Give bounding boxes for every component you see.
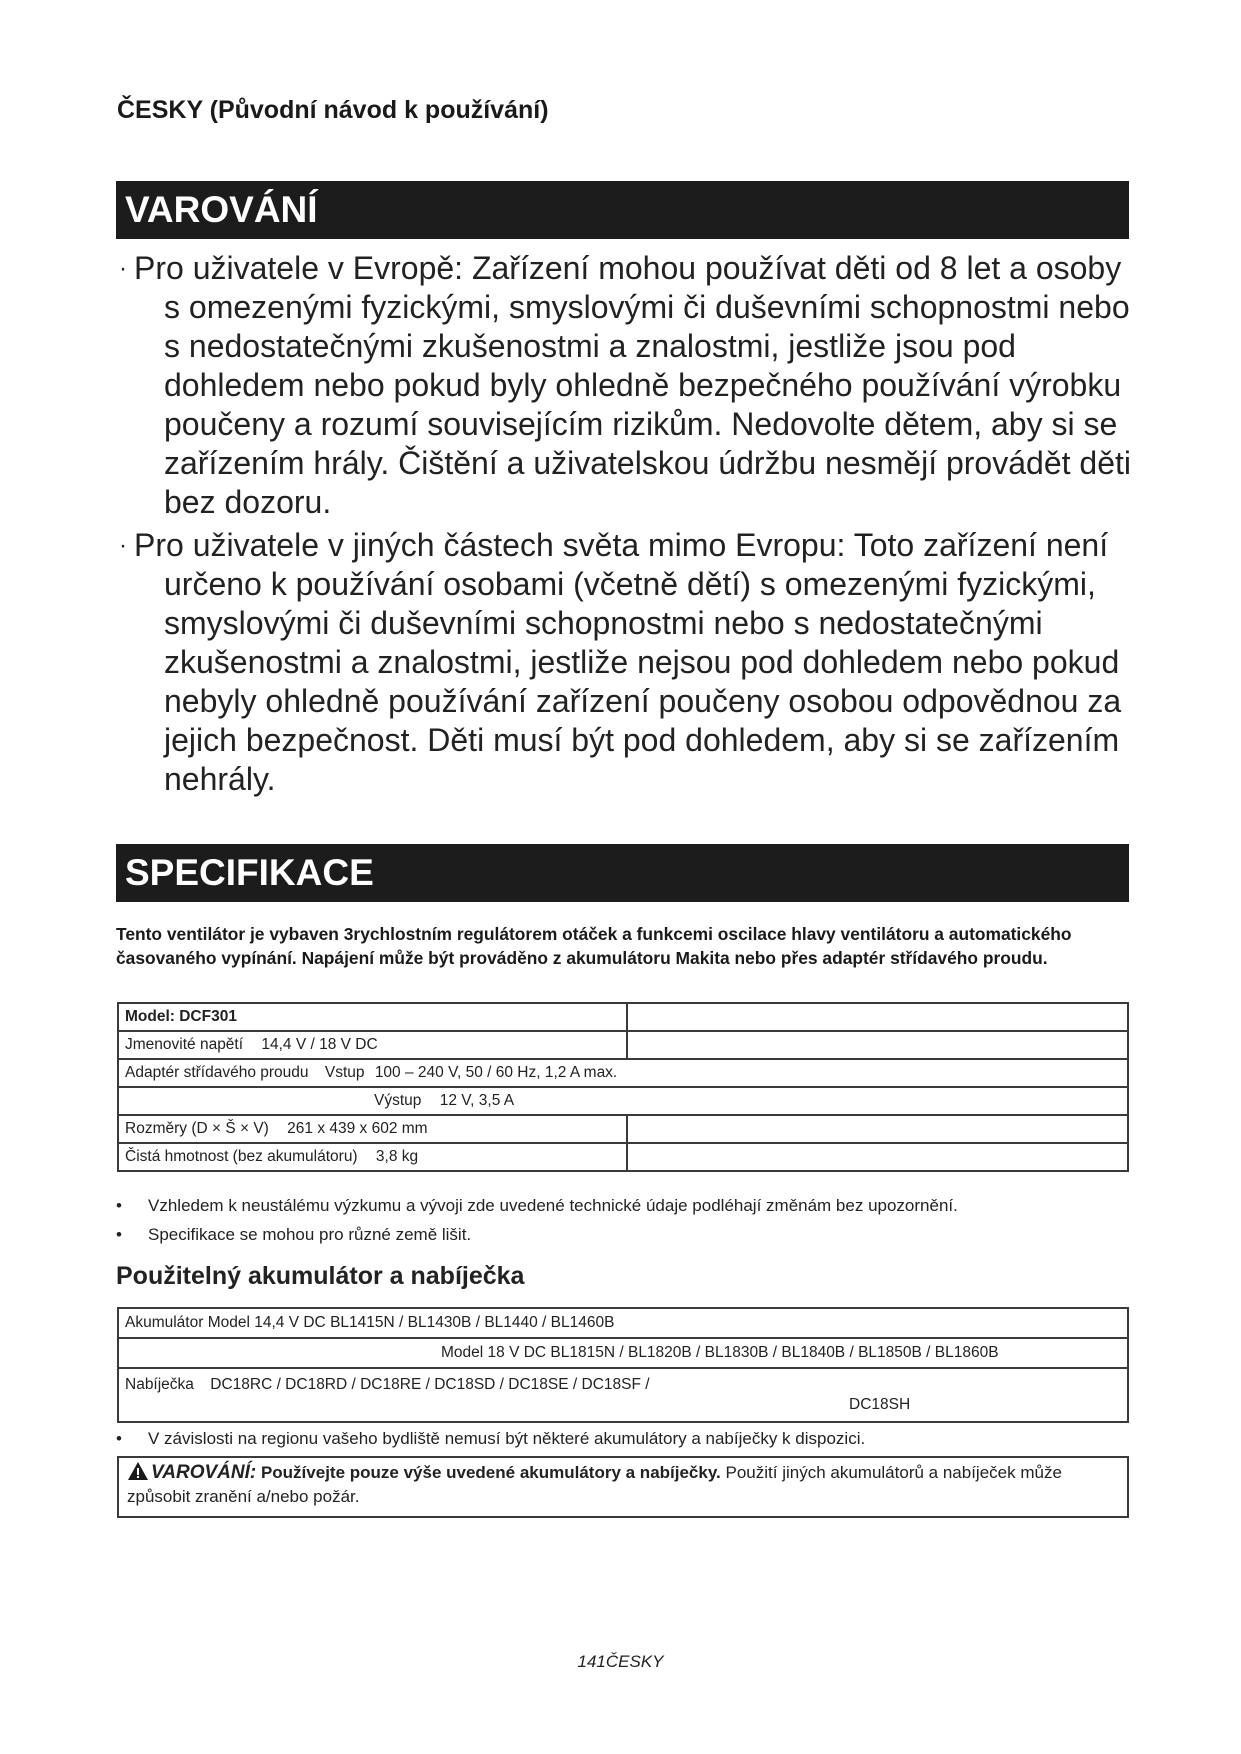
warning-text-europe: Pro uživatele v Evropě: Zařízení mohou používat děti od 8 let a osoby s omezenými fyzickými, smyslovými či duševními schopnostmi nebo s nedostatečnými zkušenostmi a znalostmi, jestliže jsou pod dohledem nebo pokud byly ohledně bezpečného používání výrobku poučeny a rozumí souvisejícím rizikům. Nedovolte dětem, aby si se zařízením hrály. Čištění a uživatelskou údržbu nesmějí provádět děti bez dozoru.: [134, 250, 1131, 520]
weight-cell: [118, 1143, 627, 1171]
weight-value: 3,8 kg: [375, 1148, 419, 1165]
page-number: 141: [577, 1652, 606, 1671]
spec-intro: Tento ventilátor je vybaven 3rychlostním regulátorem otáček a funkcemi oscilace hlavy ventilátoru a automatického časovaného vypínání. Napájení může být prováděno z akumulátoru Makita nebo přes adaptér střídavého proudu.: [116, 924, 1072, 968]
rated-voltage-label: Jmenovité napětí: [125, 1036, 244, 1053]
adapter-label: Adaptér střídavého proudu: [125, 1064, 309, 1081]
table-row: [118, 1003, 1128, 1031]
charger-cell: [118, 1368, 1128, 1422]
battery-144-cell: [118, 1308, 1128, 1338]
battery-table: [117, 1307, 1129, 1423]
table-cell-empty: [627, 1143, 1128, 1171]
warning-list: [116, 249, 1146, 801]
dimensions-cell: [118, 1115, 627, 1143]
table-cell-empty: [627, 1115, 1128, 1143]
model-cell: Model: DCF301: [118, 1003, 627, 1031]
battery-model-144: Model 14,4 V DC: [207, 1314, 326, 1331]
warning-item-europe: [116, 249, 1146, 522]
charger-label: Nabíječka: [125, 1376, 194, 1393]
warning-text-outside-europe: Pro uživatele v jiných částech světa mimo Evropu: Toto zařízení není určeno k používání osobami (včetně dětí) s omezenými fyzickými, smyslovými či duševními schopnostmi nebo s nedostatečnými zkušenostmi a znalostmi, jestliže nejsou pod dohledem nebo pokud nebyly ohledně používání zařízení poučeny osobou odpovědnou za jejich bezpečnost. Děti musí být pod dohledem, aby si se zařízením nehrály.: [134, 527, 1122, 797]
spec-table: [117, 1002, 1129, 1172]
footer-language: ČESKY: [605, 1652, 664, 1671]
bullet: •: [116, 1196, 122, 1215]
warning-triangle-icon: [127, 1461, 149, 1481]
battery-warning-box: [117, 1456, 1129, 1518]
warning-section-title: VAROVÁNÍ: [116, 181, 1129, 239]
weight-label: Čistá hmotnost (bez akumulátoru): [125, 1148, 358, 1165]
table-row: [118, 1059, 1128, 1087]
battery-label: Akumulátor: [125, 1314, 204, 1331]
dimensions-label: Rozměry (D × Š × V): [125, 1120, 269, 1137]
spec-note: [116, 1191, 1116, 1220]
table-row: [118, 1087, 1128, 1115]
page-footer: [0, 1652, 1241, 1672]
battery-notes: [116, 1424, 1116, 1453]
bullet: •: [116, 1429, 122, 1448]
table-row: [118, 1115, 1128, 1143]
bullet: ·: [119, 255, 127, 282]
battery-model-18: Model 18 V DC: [441, 1344, 547, 1361]
warning-box-label: VAROVÁNÍ:: [151, 1462, 257, 1483]
spec-section-title: SPECIFIKACE: [116, 844, 1129, 902]
battery-note-text: V závislosti na regionu vašeho bydliště nemusí být některé akumulátory a nabíječky k dispozici.: [148, 1429, 866, 1448]
warning-box-text: Použití jiných akumulátorů a nabíječek může způsobit zranění a/nebo požár.: [127, 1463, 1062, 1506]
table-row: [118, 1368, 1128, 1422]
spec-note-text: Vzhledem k neustálému výzkumu a vývoji zde uvedené technické údaje podléhají změnám bez upozornění.: [148, 1196, 958, 1215]
adapter-output-cell: [118, 1087, 1128, 1115]
output-value: 12 V, 3,5 A: [439, 1092, 515, 1109]
spec-note-text: Specifikace se mohou pro různé země lišit.: [148, 1225, 472, 1244]
bullet: •: [116, 1225, 122, 1244]
spec-note: [116, 1220, 1116, 1249]
rated-voltage-value: 14,4 V / 18 V DC: [261, 1036, 378, 1053]
battery-model-18-values: BL1815N / BL1820B / BL1830B / BL1840B / BL1850B / BL1860B: [550, 1344, 999, 1361]
bullet: ·: [119, 532, 127, 559]
dimensions-value: 261 x 439 x 602 mm: [287, 1120, 428, 1137]
adapter-input-cell: [118, 1059, 1128, 1087]
input-label: Vstup: [324, 1064, 365, 1081]
battery-model-144-values: BL1415N / BL1430B / BL1440 / BL1460B: [330, 1314, 615, 1331]
table-cell-empty: [627, 1003, 1128, 1031]
battery-note: [116, 1424, 1116, 1453]
table-row: [118, 1308, 1128, 1338]
charger-values-2: DC18SH: [849, 1396, 911, 1413]
warning-item-outside-europe: [116, 526, 1146, 799]
table-row: [118, 1031, 1128, 1059]
page-language-title: ČESKY (Původní návod k používání): [117, 96, 549, 124]
charger-values: DC18RC / DC18RD / DC18RE / DC18SD / DC18SE / DC18SF /: [210, 1376, 650, 1393]
battery-section-title: Použitelný akumulátor a nabíječka: [116, 1262, 525, 1290]
rated-voltage-cell: [118, 1031, 627, 1059]
input-value: 100 – 240 V, 50 / 60 Hz, 1,2 A max.: [374, 1064, 618, 1081]
table-cell-empty: [627, 1031, 1128, 1059]
spec-notes: [116, 1191, 1116, 1249]
output-label: Výstup: [374, 1092, 422, 1109]
battery-18-cell: [118, 1338, 1128, 1368]
warning-box-bold-text: Používejte pouze výše uvedené akumulátory a nabíječky.: [260, 1463, 721, 1482]
table-row: [118, 1143, 1128, 1171]
table-row: [118, 1338, 1128, 1368]
